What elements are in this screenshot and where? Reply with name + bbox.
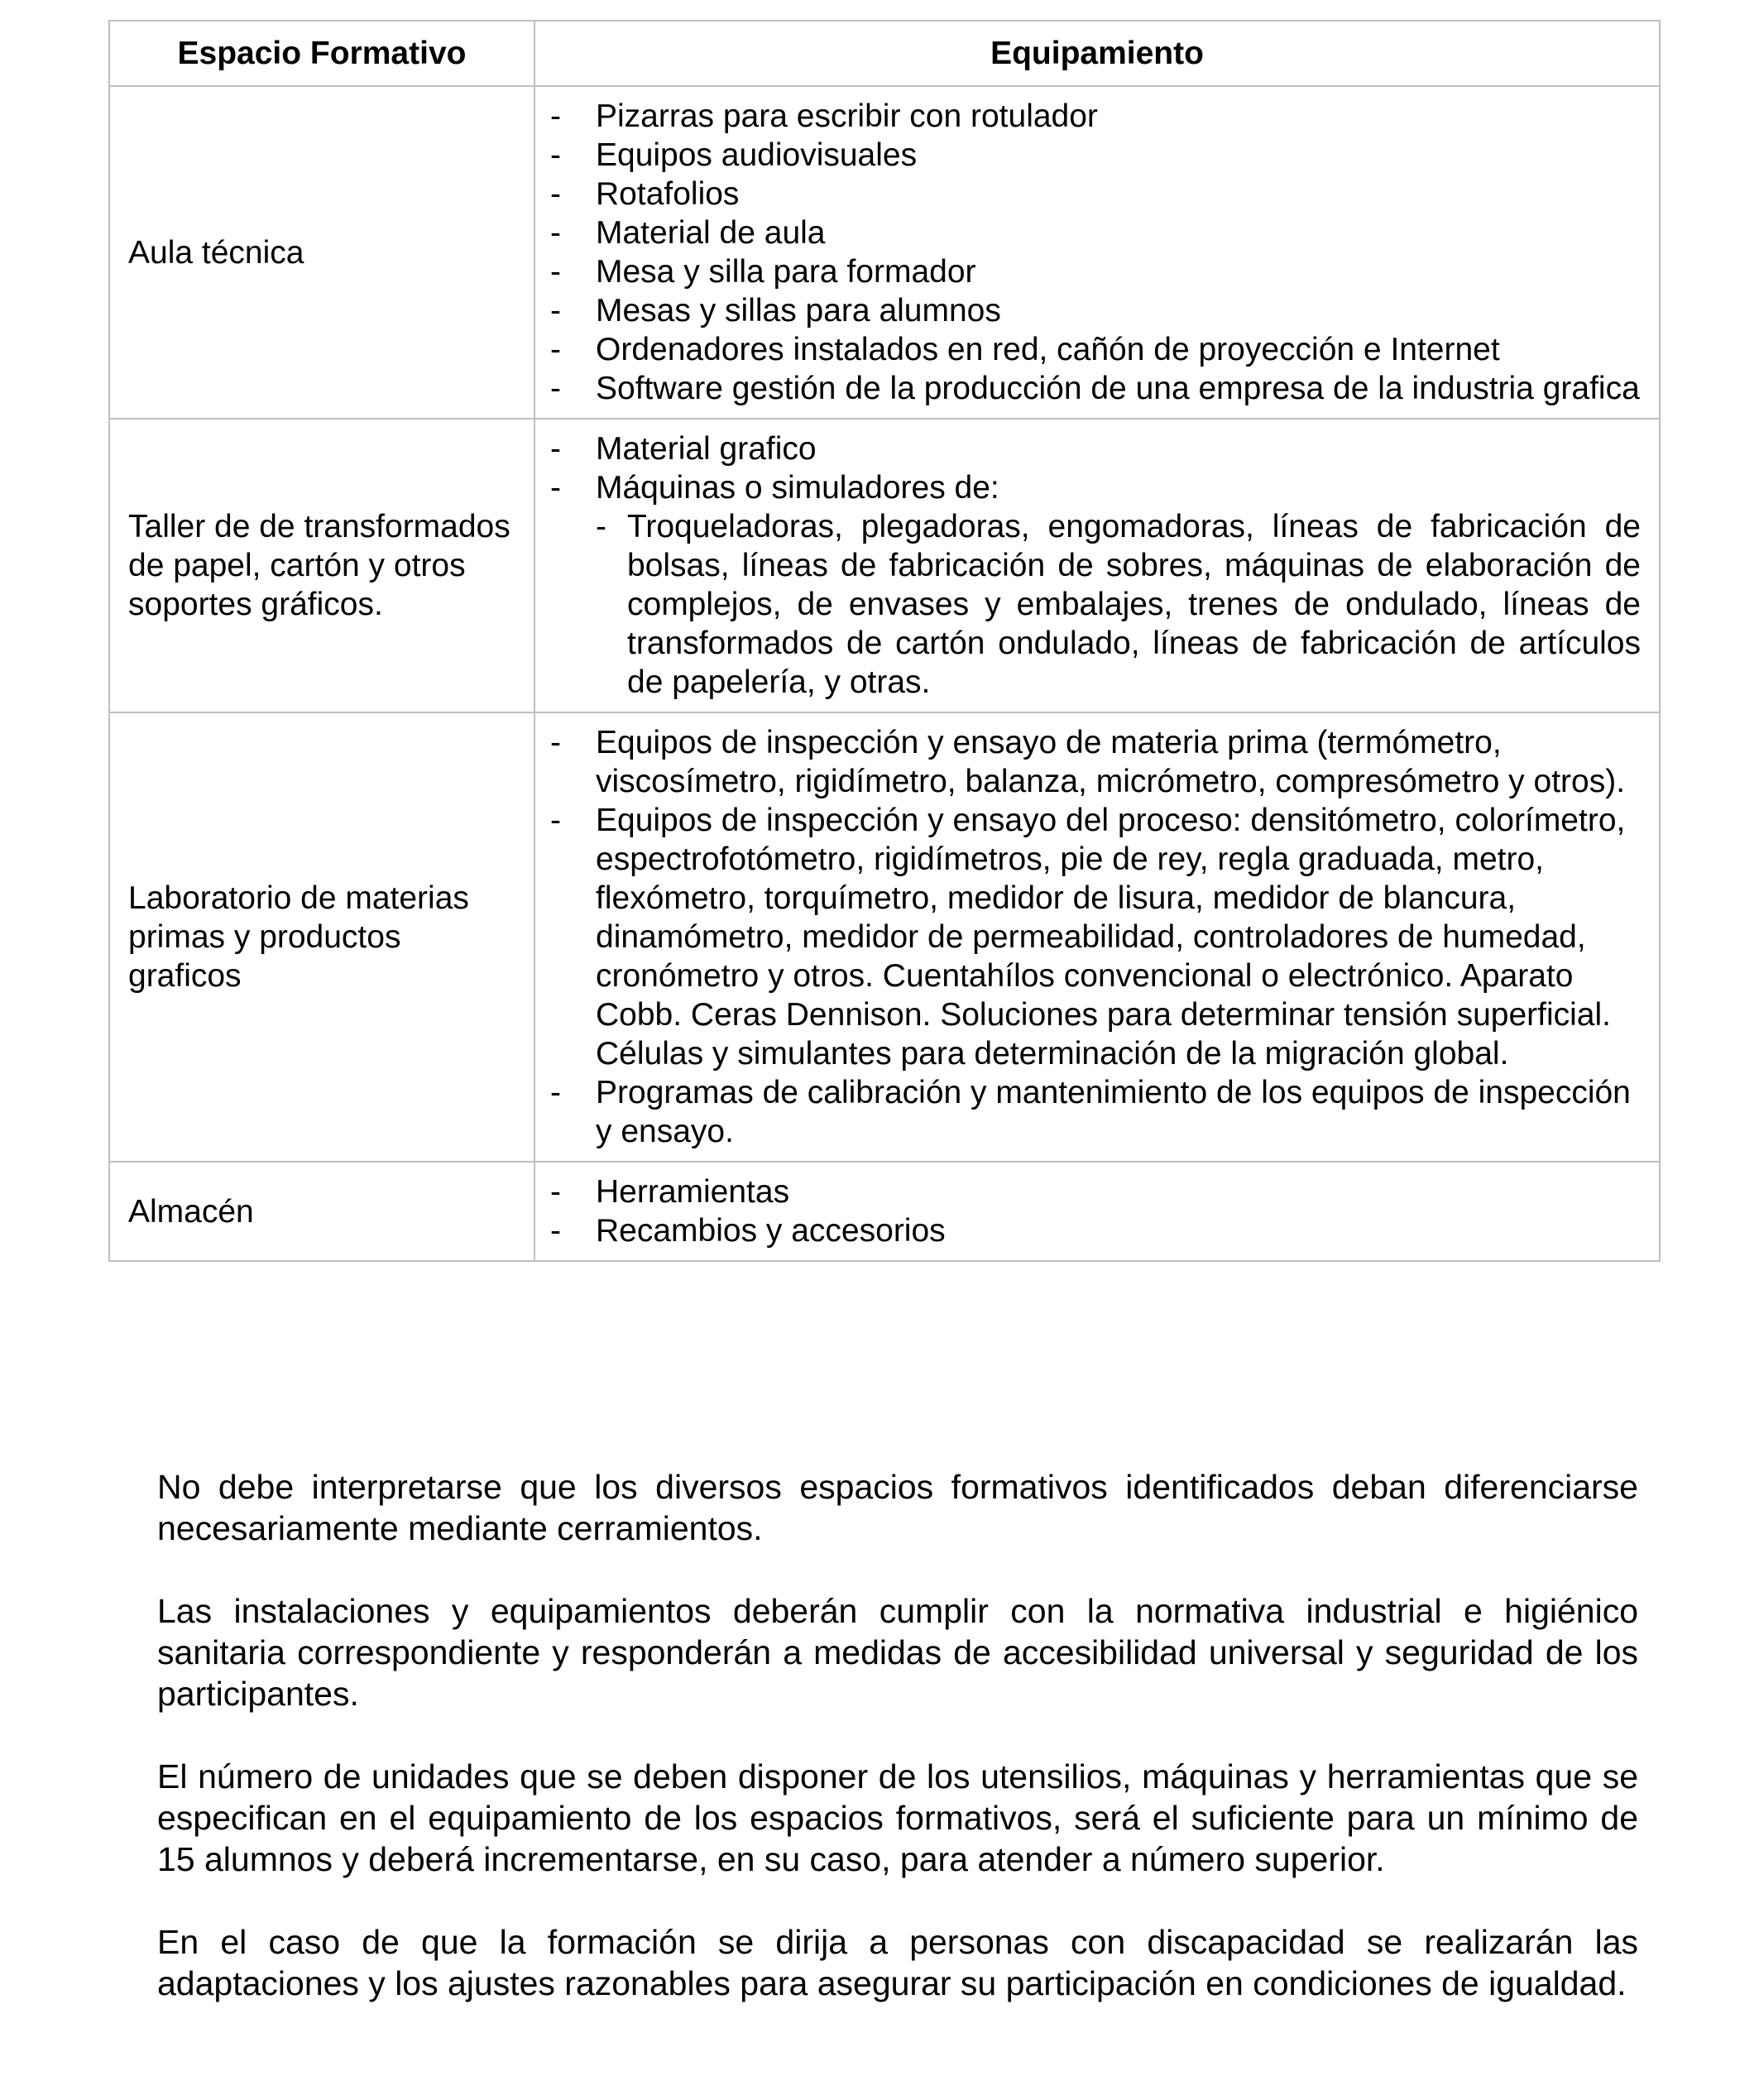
bullet-dash: -	[550, 176, 561, 212]
table-row	[109, 86, 1660, 419]
equipment-cell	[534, 1162, 1660, 1261]
list-item	[550, 723, 1641, 801]
note-paragraph: En el caso de que la formación se dirija a personas con discapacidad se realizarán las adaptaciones y los ajustes razonables para asegurar su participación en condiciones de igualdad.	[157, 1923, 1638, 2002]
list-item	[550, 1172, 1641, 1211]
bullet-dash: -	[550, 137, 561, 173]
equipment-list	[550, 97, 1641, 408]
item-text: Material de aula	[596, 215, 826, 251]
list-item	[550, 369, 1641, 408]
item-text: Herramientas	[596, 1174, 790, 1210]
subitem-text: Troqueladoras, plegadoras, engomadoras, líneas de fabricación de bolsas, líneas de fabricación de sobres, máquinas de elaboración de complejos, de envases y embalajes, trenes de ondulado, líneas de transformados de cartón ondulado, líneas de fabricación de artículos de papelería, y otras.	[627, 509, 1641, 700]
item-text: Máquinas o simuladores de:	[596, 470, 999, 506]
item-text: Rotafolios	[596, 176, 740, 212]
item-text: Mesas y sillas para alumnos	[596, 293, 1001, 328]
sublist-item	[596, 507, 1641, 702]
bullet-dash: -	[550, 371, 561, 406]
equipment-table	[108, 20, 1661, 1262]
equipment-list	[550, 723, 1641, 1151]
equipment-sublist	[596, 507, 1641, 702]
header-espacio-formativo: Espacio Formativo	[109, 21, 534, 86]
table-row	[109, 419, 1660, 712]
bullet-dash: -	[550, 1213, 561, 1249]
bullet-dash: -	[550, 215, 561, 251]
list-item	[550, 136, 1641, 175]
item-text: Software gestión de la producción de una empresa de la industria grafica	[596, 371, 1640, 406]
note-paragraph: Las instalaciones y equipamientos deberán cumplir con la normativa industrial e higiénico sanitaria correspondiente y responderán a medidas de accesibilidad universal y seguridad de los participantes.	[157, 1592, 1638, 1713]
bullet-dash: -	[550, 1075, 561, 1110]
space-name: Almacén	[109, 1162, 534, 1261]
item-text: Material grafico	[596, 431, 817, 467]
list-item	[550, 97, 1641, 136]
bullet-dash: -	[550, 293, 561, 328]
list-item	[550, 429, 1641, 468]
item-text: Pizarras para escribir con rotulador	[596, 98, 1098, 134]
table-row	[109, 1162, 1660, 1261]
header-equipamiento: Equipamiento	[534, 21, 1660, 86]
equipment-list	[550, 429, 1641, 702]
space-name: Taller de de transformados de papel, cartón y otros soportes gráficos.	[109, 419, 534, 712]
bullet-dash: -	[550, 803, 561, 838]
bullet-dash: -	[596, 509, 606, 544]
list-item	[550, 468, 1641, 702]
table-row	[109, 712, 1660, 1162]
equipment-cell	[534, 419, 1660, 712]
bullet-dash: -	[550, 725, 561, 760]
note-paragraph: El número de unidades que se deben disponer de los utensilios, máquinas y herramientas que se especifican en el equipamiento de los espacios formativos, será el suficiente para un mínimo de 15 alumnos y deberá incrementarse, en su caso, para atender a número superior.	[157, 1757, 1638, 1878]
bullet-dash: -	[550, 431, 561, 467]
note-paragraph: No debe interpretarse que los diversos espacios formativos identificados deban diferenciarse necesariamente mediante cerramientos.	[157, 1468, 1638, 1547]
list-item	[550, 291, 1641, 330]
equipment-cell	[534, 712, 1660, 1162]
bullet-dash: -	[550, 254, 561, 290]
list-item	[550, 175, 1641, 213]
bullet-dash: -	[550, 1174, 561, 1210]
equipment-cell	[534, 86, 1660, 419]
item-text: Ordenadores instalados en red, cañón de proyección e Internet	[596, 332, 1500, 367]
item-text: Mesa y silla para formador	[596, 254, 976, 290]
item-text: Equipos audiovisuales	[596, 137, 918, 173]
list-item	[550, 1073, 1641, 1151]
space-name: Aula técnica	[109, 86, 534, 419]
list-item	[550, 252, 1641, 291]
item-text: Programas de calibración y mantenimiento de los equipos de inspección y ensayo.	[596, 1075, 1631, 1149]
bullet-dash: -	[550, 470, 561, 506]
item-text: Recambios y accesorios	[596, 1213, 946, 1249]
notes-section	[157, 1466, 1638, 2045]
list-item	[550, 801, 1641, 1073]
equipment-list	[550, 1172, 1641, 1250]
item-text: Equipos de inspección y ensayo de materia prima (termómetro, viscosímetro, rigidímetro, balanza, micrómetro, compresómetro y otros).	[596, 725, 1626, 799]
table-header-row	[109, 21, 1660, 86]
item-text: Equipos de inspección y ensayo del proceso: densitómetro, colorímetro, espectrofotómetro, rigidímetros, pie de rey, regla graduada, metro, flexómetro, torquímetro, medidor de lisura, medidor de blancura, dinamómetro, medidor de permeabilidad, controladores de humedad, cronómetro y otros. Cuentahílos convencional o electrónico. Aparato Cobb. Ceras Dennison. Soluciones para determinar tensión superficial. Células y simulantes para determinación de la migración global.	[596, 803, 1626, 1072]
list-item	[550, 330, 1641, 369]
bullet-dash: -	[550, 332, 561, 367]
space-name: Laboratorio de materias primas y productos graficos	[109, 712, 534, 1162]
bullet-dash: -	[550, 98, 561, 134]
list-item	[550, 213, 1641, 252]
list-item	[550, 1211, 1641, 1250]
